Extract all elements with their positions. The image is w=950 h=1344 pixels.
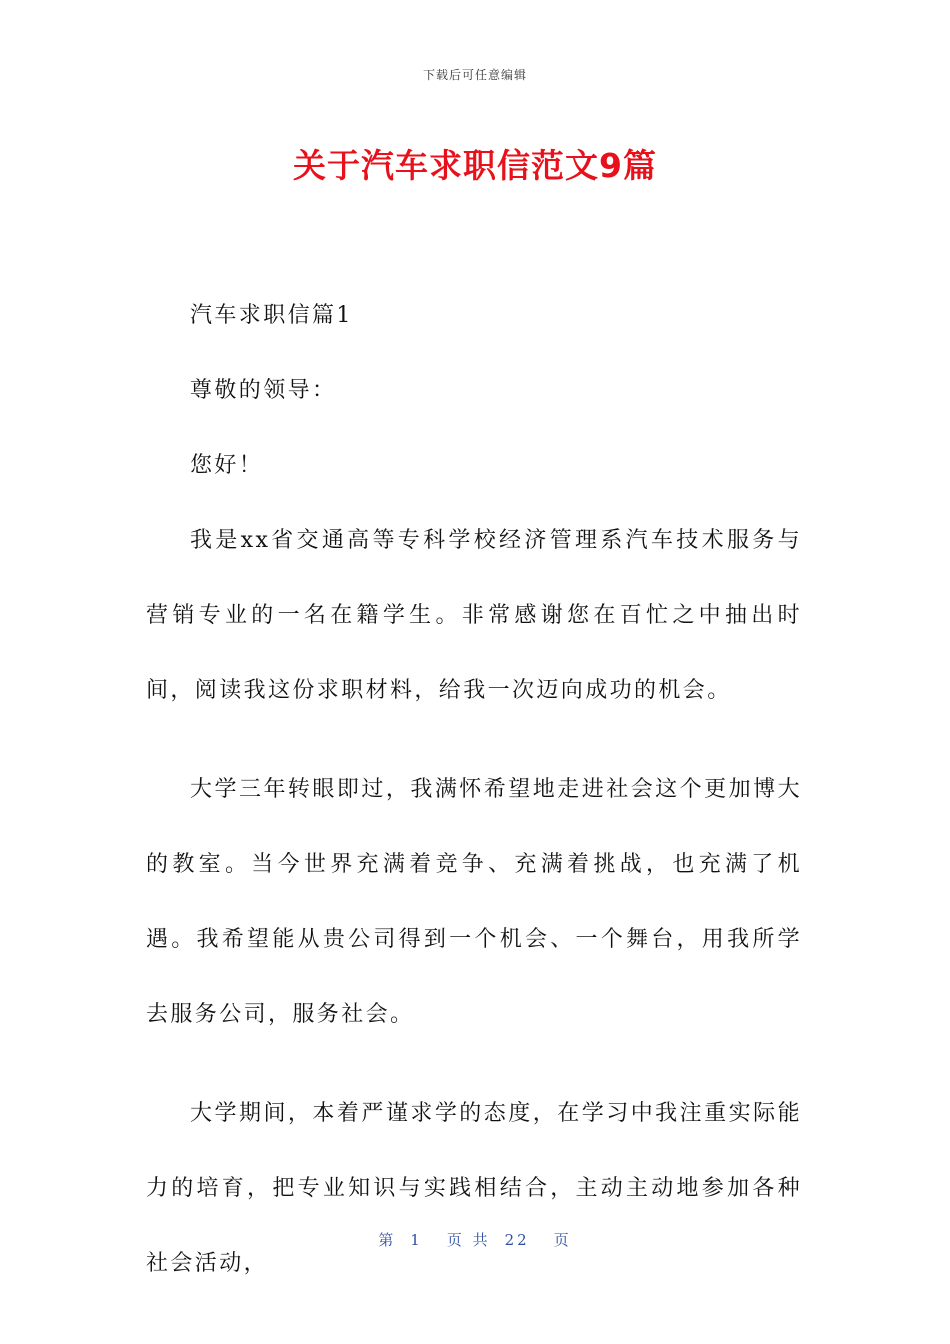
header-note: 下载后可任意编辑 <box>422 68 527 82</box>
current-page-number: 1 <box>410 1231 423 1249</box>
section-heading: 汽车求职信篇1 <box>190 303 353 328</box>
body-paragraph-intro: 我是xx省交通高等专科学校经济管理系汽车技术服务与营销专业的一名在籍学生。非常感谢您在百忙之中抽出时间，阅读我这份求职材料，给我一次迈向成功的机会。 <box>146 528 802 703</box>
page-label: 第 <box>378 1231 397 1249</box>
total-label: 页 共 <box>446 1231 491 1249</box>
body-paragraph-goals: 大学三年转眼即过，我满怀希望地走进社会这个更加博大的教室。当今世界充满着竞争、充满着挑战，也充满了机遇。我希望能从贵公司得到一个机会、一个舞台，用我所学去服务公司，服务社会。 <box>146 777 802 1027</box>
greeting: 您好！ <box>190 453 264 478</box>
total-pages-number: 22 <box>504 1231 530 1249</box>
page-suffix: 页 <box>553 1231 572 1249</box>
document-body <box>146 278 802 1325</box>
salutation: 尊敬的领导： <box>190 378 337 403</box>
body-paragraph-study: 大学期间，本着严谨求学的态度，在学习中我注重实际能力的培育，把专业知识与实践相结合，主动主动地参加各种社会活动， <box>146 1101 802 1276</box>
page-footer <box>0 1229 950 1250</box>
document-title: 关于汽车求职信范文9篇 <box>293 146 657 185</box>
